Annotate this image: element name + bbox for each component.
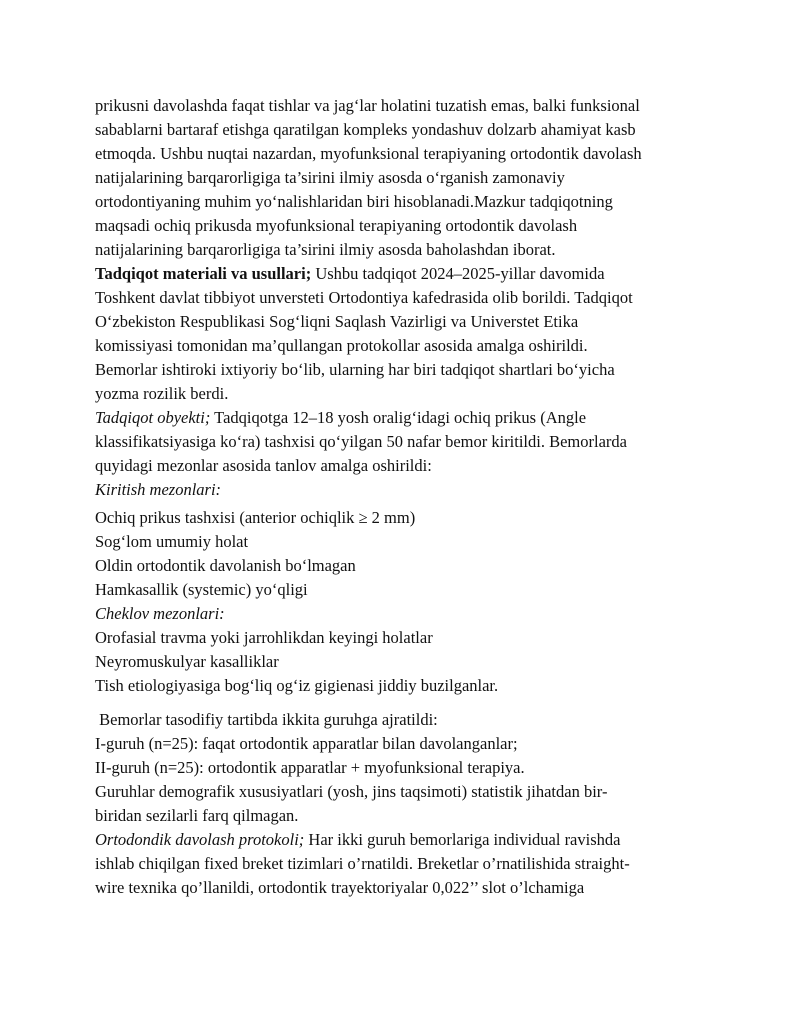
criteria-item: Orofasial travma yoki jarrohlikdan keyingi holatlar [95, 628, 433, 647]
text-line [95, 406, 715, 430]
criteria-item: Neyromuskulyar kasalliklar [95, 652, 279, 671]
text-line: etmoqda. Ushbu nuqtai nazardan, myofunksional terapiyaning ortodontik davolash [95, 144, 642, 163]
text-line: biridan sezilarli farq qilmagan. [95, 806, 299, 825]
criteria-item: Hamkasallik (systemic) yo‘qligi [95, 580, 308, 599]
document-page [95, 94, 715, 900]
text-line: ishlab chiqilgan fixed breket tizimlari o’rnatildi. Breketlar o’rnatilishida straight- [95, 854, 630, 873]
text-line: I-guruh (n=25): faqat ortodontik apparatlar bilan davolanganlar; [95, 734, 518, 753]
materials-paragraph [95, 262, 715, 406]
text-line: Bemorlar tasodifiy tartibda ikkita guruhga ajratildi: [95, 710, 438, 729]
protocol-heading: Ortodondik davolash protokoli; [95, 830, 305, 849]
text-line: quyidagi mezonlar asosida tanlov amalga oshirildi: [95, 456, 432, 475]
criteria-item: Sog‘lom umumiy holat [95, 532, 249, 551]
text-line: natijalarining barqarorligiga ta’sirini ilmiy asosda baholashdan iborat. [95, 240, 556, 259]
inclusion-criteria [95, 478, 715, 602]
criteria-item: Ochiq prikus tashxisi (anterior ochiqlik ≥ 2 mm) [95, 508, 416, 527]
object-heading: Tadqiqot obyekti; [95, 408, 211, 427]
text-line [95, 262, 715, 286]
text-line: wire texnika qo’llanildi, ortodontik trayektoriyalar 0,022’’ slot o’lchamiga [95, 878, 585, 897]
text-line: sabablarni bartaraf etishga qaratilgan kompleks yondashuv dolzarb ahamiyat kasb [95, 120, 636, 139]
text-run: Ushbu tadqiqot 2024–2025-yillar davomida [311, 264, 605, 283]
exclusion-criteria [95, 602, 715, 698]
text-line: natijalarining barqarorligiga ta’sirini ilmiy asosda o‘rganish zamonaviy [95, 168, 565, 187]
text-line: O‘zbekiston Respublikasi Sog‘liqni Saqlash Vazirligi va Universtet Etika [95, 312, 579, 331]
criteria-item: Tish etiologiyasiga bog‘liq og‘iz gigienasi jiddiy buzilganlar. [95, 676, 499, 695]
criteria-item: Oldin ortodontik davolanish bo‘lmagan [95, 556, 356, 575]
object-paragraph [95, 406, 715, 478]
text-line: komissiyasi tomonidan ma’qullangan protokollar asosida amalga oshirildi. [95, 336, 588, 355]
text-run: Har ikki guruh bemorlariga individual ravishda [304, 830, 621, 849]
text-line: klassifikatsiyasiga ko‘ra) tashxisi qo‘yilgan 50 nafar bemor kiritildi. Bemorlarda [95, 432, 627, 451]
intro-paragraph [95, 94, 715, 262]
text-line: Bemorlar ishtiroki ixtiyoriy bo‘lib, ularning har biri tadqiqot shartlari bo‘yicha [95, 360, 615, 379]
protocol-paragraph [95, 828, 715, 900]
groups-paragraph [95, 708, 715, 828]
text-line [95, 828, 715, 852]
materials-heading: Tadqiqot materiali va usullari; [95, 264, 312, 283]
text-run: Tadqiqotga 12–18 yosh oralig‘idagi ochiq prikus (Angle [210, 408, 587, 427]
text-line: yozma rozilik berdi. [95, 384, 229, 403]
text-line: maqsadi ochiq prikusda myofunksional terapiyaning ortodontik davolash [95, 216, 578, 235]
text-line: II-guruh (n=25): ortodontik apparatlar + myofunksional terapiya. [95, 758, 525, 777]
exclusion-heading: Cheklov mezonlari: [95, 604, 225, 623]
inclusion-heading: Kiritish mezonlari: [95, 480, 222, 499]
text-line: Toshkent davlat tibbiyot unversteti Ortodontiya kafedrasida olib borildi. Tadqiqot [95, 288, 633, 307]
text-line: prikusni davolashda faqat tishlar va jag‘lar holatini tuzatish emas, balki funksional [95, 96, 640, 115]
text-line: ortodontiyaning muhim yo‘nalishlaridan biri hisoblanadi.Mazkur tadqiqotning [95, 192, 613, 211]
text-line: Guruhlar demografik xususiyatlari (yosh, jins taqsimoti) statistik jihatdan bir- [95, 782, 608, 801]
